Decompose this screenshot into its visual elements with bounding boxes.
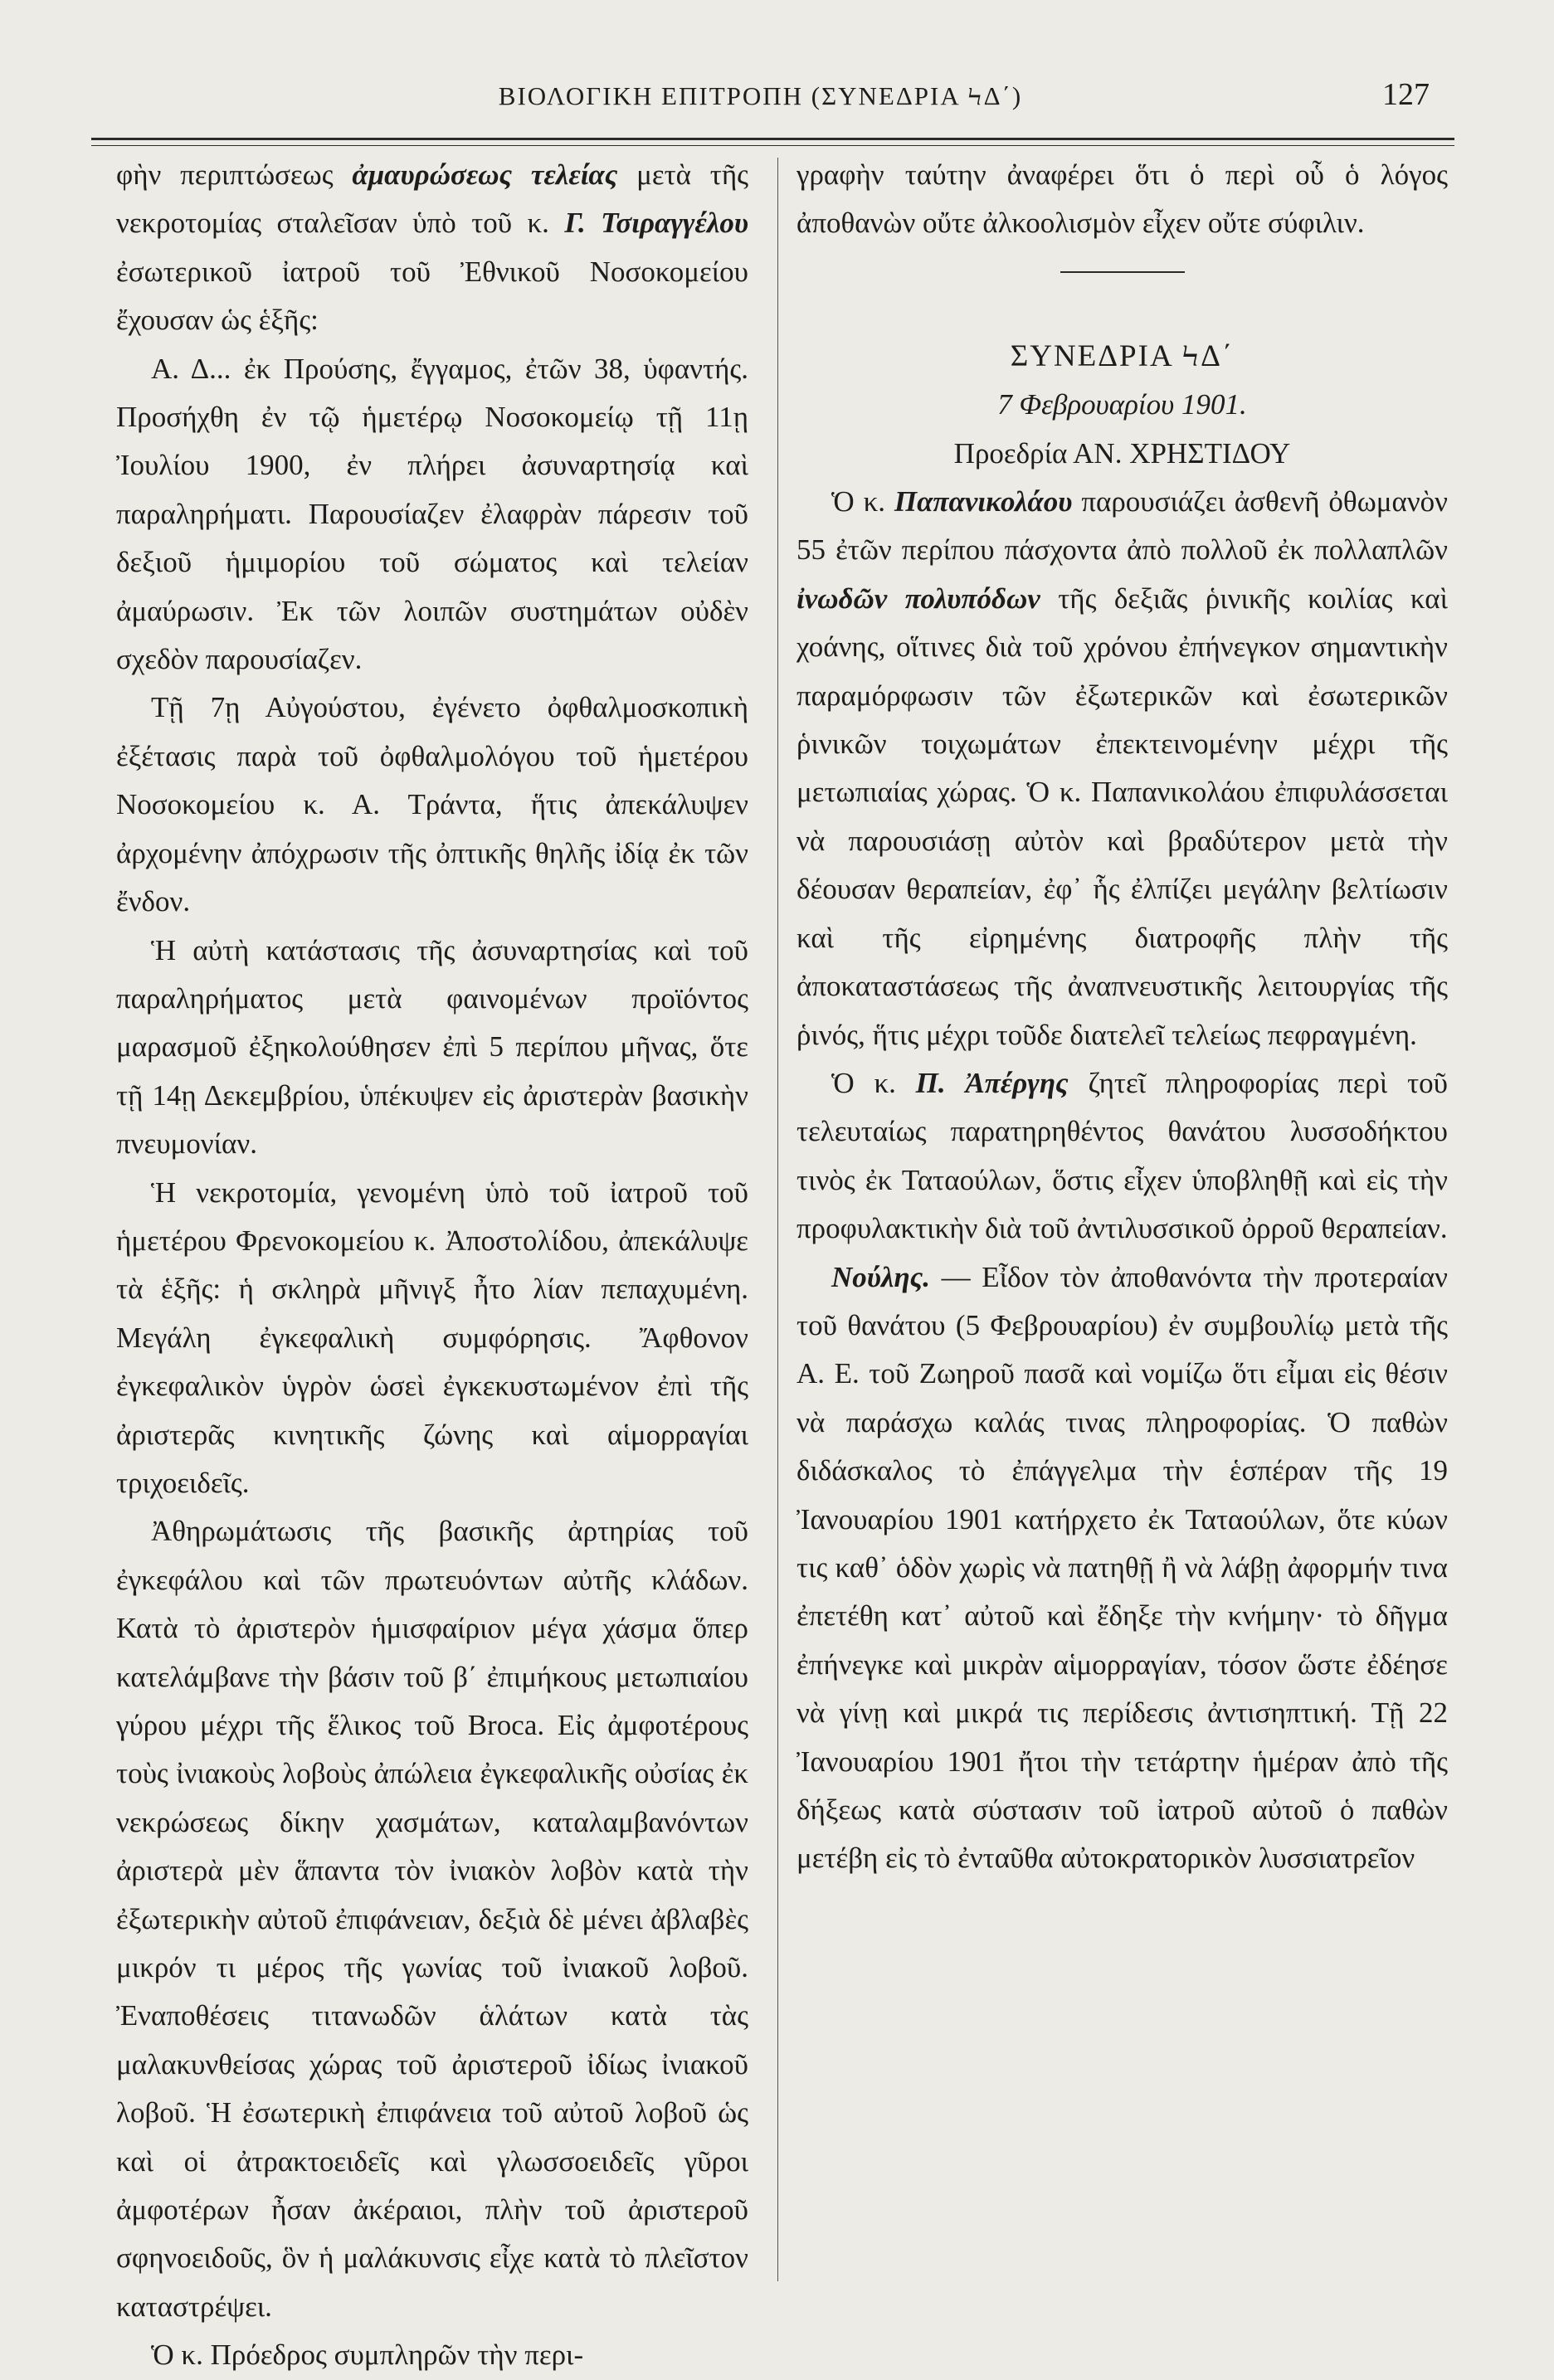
paragraph-autopsy: Ἡ νεκροτομία, γενομένη ὑπὸ τοῦ ἰατροῦ τοῦ ἡμετέρου Φρενοκομείου κ. Ἀποστολίδου, ἀπεκάλυψε τὰ ἑξῆς: ἡ σκληρὰ μῆνιγξ ἦτο λίαν πεπαχυμένη. Μεγάλη ἐγκεφαλικὴ συμφόρησις. Ἄφθονον ἐγκεφαλικὸν ὑγρὸν ὡσεὶ ἐγκεκυστωμένον ἐπὶ τῆς ἀριστερᾶς κινητικῆς ζώνης καὶ αἱμορραγίαι τριχοειδεῖς. — [116, 1175, 748, 1499]
bold-term-amaurosis: ἀμαυρώσεως τελείας — [352, 158, 618, 191]
header-rule-thin — [91, 145, 1454, 146]
paragraph-papanikolaou: Ὁ κ. Παπανικολάου παρουσιάζει ἀσθενῆ ὀθωμανὸν 55 ἐτῶν περίπου πάσχοντα ἀπὸ πολλοῦ ἐκ πολλαπλῶν ἰνωδῶν πολυπόδων τῆς δεξιᾶς ῥινικῆς κοιλίας καὶ χοάνης, οἵτινες διὰ τοῦ χρόνου ἐπήνεγκον σημαντικὴν παραμόρφωσιν τῶν ἐξωτερικῶν καὶ ἐσωτερικῶν ῥινικῶν τοιχωμάτων ἐπεκτεινομένην μέχρι τῆς μετωπιαίας χώρας. Ὁ κ. Παπανικολάου ἐπιφυλάσσεται νὰ παρουσιάσῃ αὐτὸν καὶ βραδύτερον μετὰ τὴν δέουσαν θεραπείαν, ἐφ᾽ ἧς ἐλπίζει μεγάλην βελτίωσιν καὶ τῆς εἰρημένης διατροφῆς πλὴν τῆς ἀποκαταστάσεως τῆς ἀναπνευστικῆς λειτουργίας τῆς ῥινός, ἥτις μέχρι τοῦδε διατελεῖ τελείως πεφραγμένη. — [796, 485, 1449, 1051]
session-chair: Προεδρία ΑΝ. ΧΡΗΣΤΙΔΟΥ — [953, 436, 1291, 470]
right-column — [796, 151, 1448, 1883]
session-date: 7 Φεβρουαρίου 1901. — [997, 388, 1247, 421]
author-name: Γ. Τσιραγγέλου — [564, 207, 749, 240]
paragraph-noulis: Νούλης. — Εἶδον τὸν ἀποθανόντα τὴν προτεραίαν τοῦ θανάτου (5 Φεβρουαρίου) ἐν συμβουλίῳ μετὰ τῆς Α. Ε. τοῦ Ζωηροῦ πασᾶ καὶ νομίζω ὅτι εἶμαι εἰς θέσιν νὰ παράσχω καλάς τινας πληροφορίας. Ὁ παθὼν διδάσκαλος τὸ ἐπάγγελμα τὴν ἑσπέραν τῆς 19 Ἰανουαρίου 1901 κατήρχετο ἐκ Ταταούλων, ὅτε κύων τις καθ᾽ ὁδὸν χωρὶς νὰ πατηθῇ ἢ νὰ λάβῃ ἀφορμήν τινα ἐπετέθη κατ᾽ αὐτοῦ καὶ ἔδηξε τὴν κνήμην· τὸ δῆγμα ἐπήνεγκε καὶ μικρὰν αἱμορραγίαν, τόσον ὥστε ἐδέησε νὰ γίνῃ καὶ μικρά τις περίδεσις ἀντισηπτική. Τῇ 22 Ἰανουαρίου 1901 ἤτοι τὴν τετάρτην ἡμέραν ἀπὸ τῆς δήξεως κατὰ σύστασιν τοῦ ἰατροῦ αὐτοῦ ὁ παθὼν μετέβη εἰς τὸ ἐνταῦθα αὐτοκρατορικὸν λυσσιατρεῖον — [796, 1260, 1448, 1875]
left-column — [116, 151, 748, 2380]
header-rule-thick — [91, 138, 1454, 140]
paragraph-continuation: γραφὴν ταύτην ἀναφέρει ὅτι ὁ περὶ οὗ ὁ λόγος ἀποθανὼν οὔτε ἀλκοολισμὸν εἶχεν οὔτε σύφιλιν. — [796, 158, 1448, 240]
paragraph-atheromatosis: Ἀθηρωμάτωσις τῆς βασικῆς ἀρτηρίας τοῦ ἐγκεφάλου καὶ τῶν πρωτευόντων αὐτῆς κλάδων. Κατὰ τὸ ἀριστερὸν ἡμισφαίριον μέγα χάσμα ὅπερ κατελάμβανε τὴν βάσιν τοῦ β΄ ἐπιμήκους μετωπιαίου γύρου μέχρι τῆς ἕλικος τοῦ Broca. Εἰς ἀμφοτέρους τοὺς ἰνιακοὺς λοβοὺς ἀπώλεια ἐγκεφαλικῆς οὐσίας ἐκ νεκρώσεως δίκην χασμάτων, καταλαμβανόντων ἀριστερὰ μὲν ἅπαντα τὸν ἰνιακὸν λοβὸν κατὰ τὴν ἐξωτερικὴν αὐτοῦ ἐπιφάνειαν, δεξιὰ δὲ μένει ἀβλαβὲς μικρόν τι μέρος τῆς γωνίας τοῦ ἰνιακοῦ λοβοῦ. Ἐναποθέσεις τιτανωδῶν ἁλάτων κατὰ τὰς μαλακυνθείσας χώρας τοῦ ἀριστεροῦ ἰδίως ἰνιακοῦ λοβοῦ. Ἡ ἐσωτερικὴ ἐπιφάνεια τοῦ αὐτοῦ λοβοῦ ὡς καὶ οἱ ἀτρακτοειδεῖς καὶ γλωσσοειδεῖς γῦροι ἀμφοτέρων ἦσαν ἀκέραιοι, πλὴν τοῦ ἀριστεροῦ σφηνοειδοῦς, ὃν ἡ μαλάκυνσις εἶχε κατὰ τὸ πλεῖστον καταστρέψει. — [116, 1515, 748, 2323]
page-header — [91, 73, 1430, 123]
paragraph-patient-history: Α. Δ... ἐκ Προύσης, ἔγγαμος, ἐτῶν 38, ὑφαντής. Προσήχθη ἐν τῷ ἡμετέρῳ Νοσοκομείῳ τῇ 11ῃ Ἰουλίου 1900, ἐν πλήρει ἀσυναρτησίᾳ καὶ παραληρήματι. Παρουσίαζεν ἐλαφρὰν πάρεσιν τοῦ δεξιοῦ ἡμιμορίου τοῦ σώματος καὶ τελείαν ἀμαύρωσιν. Ἐκ τῶν λοιπῶν συστημάτων οὐδὲν σχεδὸν παρουσίαζεν. — [116, 352, 748, 676]
speaker-name: Νούλης. — [831, 1260, 931, 1293]
column-divider — [777, 158, 778, 2281]
paragraph-course: Ἡ αὐτὴ κατάστασις τῆς ἀσυναρτησίας καὶ τοῦ παραληρήματος μετὰ φαινομένων προϊόντος μαρασμοῦ ἐξηκολούθησεν ἐπὶ 5 περίπου μῆνας, ὅτε τῇ 14ῃ Δεκεμβρίου, ὑπέκυψεν εἰς ἀριστερὰν βασικὴν πνευμονίαν. — [116, 933, 748, 1161]
speaker-name: Π. Ἀπέργης — [915, 1066, 1069, 1099]
speaker-name: Παπανικολάου — [894, 485, 1073, 518]
paragraph-case-report-intro: φὴν περιπτώσεως ἀμαυρώσεως τελείας μετὰ τῆς νεκροτομίας σταλεῖσαν ὑπὸ τοῦ κ. Γ. Τσιραγγέλου ἐσωτερικοῦ ἰατροῦ τοῦ Ἐθνικοῦ Νοσοκομείου ἔχουσαν ὡς ἑξῆς: — [116, 158, 749, 337]
paragraph-apergis: Ὁ κ. Π. Ἀπέργης ζητεῖ πληροφορίας περὶ τοῦ τελευταίως παρατηρηθέντος θανάτου λυσσοδήκτου τινὸς ἐκ Ταταούλων, ὅστις εἶχεν ὑποβληθῇ καὶ εἰς τὴν προφυλακτικὴν διὰ τοῦ ἀντιλυσσικοῦ ὀρροῦ θεραπείαν. — [796, 1066, 1448, 1245]
running-title: ΒΙΟΛΟΓΙΚΗ ΕΠΙΤΡΟΠΗ (ΣΥΝΕΔΡΙΑ ϞΔ΄) — [498, 81, 1023, 110]
paragraph-ophthalmoscopy: Τῇ 7ῃ Αὐγούστου, ἐγένετο ὀφθαλμοσκοπικὴ ἐξέτασις παρὰ τοῦ ὀφθαλμολόγου τοῦ ἡμετέρου Νοσοκομείου κ. Α. Τράντα, ἥτις ἀπεκάλυψεν ἀρχομένην ἀπόχρωσιν τῆς ὀπτικῆς θηλῆς ἰδίᾳ ἐκ τῶν ἔνδον. — [116, 691, 748, 918]
paragraph-president: Ὁ κ. Πρόεδρος συμπληρῶν τὴν περι- — [151, 2339, 584, 2372]
session-heading: ΣΥΝΕΔΡΙΑ ϞΔ΄ — [1010, 338, 1235, 373]
page-number: 127 — [1382, 77, 1430, 112]
section-divider — [1060, 271, 1185, 273]
bold-term-polyps: ἰνωδῶν πολυπόδων — [796, 582, 1040, 615]
